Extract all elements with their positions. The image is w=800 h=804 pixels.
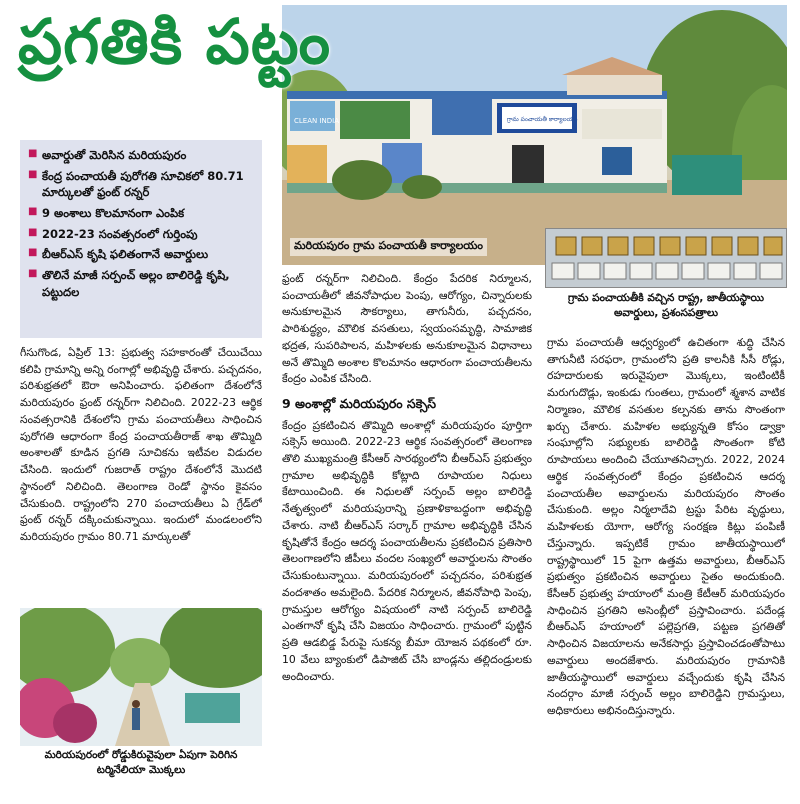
trees-illustration	[20, 608, 262, 746]
awards-photo	[545, 228, 787, 288]
awards-photo-caption: గ్రామ పంచాయతీకి వచ్చిన రాష్ట్ర, జాతీయస్థాయి అవార్డులు, ప్రశంసపత్రాలు	[568, 292, 764, 320]
article-paragraph: కేంద్రం ప్రకటించిన తొమ్మిది అంశాల్లో మరియపురం పూర్తిగా సక్సెస్ అయింది. 2022-23 ఆర్థిక సంవత్సరంలో తెలంగాణ తొలి ముఖ్యమంత్రి కేసీఆర్ సారథ్యంలోని బీఆర్ఎస్ ప్రభుత్వం గ్రామాల అభివృద్ధికి కోట్లాది రూపాయల నిధులు కేటాయించింది. ఈ నిధులతో సర్పంచ్ అల్లం బాలిరెడ్డి నేతృత్వంలో మరియపురాన్ని ప్రణాళికాబద్ధంగా అభివృద్ధి చేశారు. నాటి బీఆర్ఎస్ సర్కార్ గ్రామాల అభివృద్ధికి చేసిన కృషితోనే కేంద్రం ఆదర్శ పంచాయతీలను ప్రకటించిన ప్రతిసారి తెలంగాణలోని జీపీలు వందల సంఖ్యలో అవార్డులను సొంతం చేసుకుంటున్నాయి. మరియపురంలో పచ్చదనం, పరిశుభ్రత వందశాతం అమలైంది. పేదరిక నిర్మూలన, జీవనోపాధి పెంపు, గ్రామస్తుల ఆరోగ్యం విషయంలో నాటి సర్పంచ్ బాలిరెడ్డి ఎంతగానో కృషి చేసి విజయం సాధించారు. గ్రామంలో పుట్టిన ప్రతి ఆడబిడ్డ పేరుపై సుకన్య బీమా యోజన పథకంలో రూ. 10 వేలు బ్యాంకులో డిపాజిట్ చేసి బాండ్లను తల్లిదండ్రులకు అందించారు.	[282, 418, 532, 683]
svg-text:గ్రామ పంచాయతీ కార్యాలయం: గ్రామ పంచాయతీ కార్యాలయం	[507, 116, 578, 123]
office-photo-caption: మరియపురం గ్రామ పంచాయతీ కార్యాలయం	[290, 238, 487, 256]
article-paragraph: ఫ్రంట్ రన్నర్‌గా నిలిచింది. కేంద్రం పేదరిక నిర్మూలన, పంచాయతీలో జీవనోపాధుల పెంపు, ఆరోగ్యం, చిన్నారులకు అనుకూలమైన సౌకర్యాలు, తాగునీరు, పచ్చదనం, పారిశుద్ధ్యం, మౌలిక వసతులు, స్వయంసమృద్ధి, సామాజిక భద్రత, సుపరిపాలన, మహిళలకు అనుకూలమైన విధానాలు అనే తొమ్మిది అంశాల కొలమానం ఆధారంగా పంచాయతీలను కేంద్రం ఎంపిక చేసింది.	[282, 272, 532, 386]
article-paragraph: గీసుగొండ, ఏప్రిల్ 13: ప్రభుత్వ సహకారంతో చేయిచేయి కలిపి గ్రామాన్ని అన్ని రంగాల్లో అభివృద్ధి చేశారు. పచ్చదనం, పరిశుభ్రతలో ఔరా అనిపించారు. ఫలితంగా దేశంలోనే మరియపురం ఫ్రంట్ రన్నర్‌గా నిలిచింది. 2022-23 ఆర్థిక సంవత్సరానికి దేశంలోని గ్రామ పంచాయతీలు సాధించిన పురోగతి ఆధారంగా కేంద్ర పంచాయతీరాజ్ శాఖ తొమ్మిది అంశాలతో కూడిన ప్రగతి సూచికను ఇటీవల విడుదల చేసింది. ఇందులో గుజరాత్ రాష్ట్రం దేశంలోనే మొదటి స్థానంలో నిలిచింది. తెలంగాణ రెండో స్థానం కైవసం చేసుకుంది. రాష్ట్రంలోని 270 పంచాయతీలు ఏ గ్రేడ్‌లో ఫ్రంట్ రన్నర్ దక్కించుకున్నాయి. ఇందులో మండలంలోని మరియపురం గ్రామం 80.71 మార్కులతో	[20, 346, 262, 544]
highlight-item: ■ 9 అంశాలు కొలమానంగా ఎంపిక	[28, 205, 254, 222]
roadside-trees-photo	[20, 608, 262, 746]
article-paragraph: గ్రామ పంచాయతీ ఆధ్వర్యంలో ఉచితంగా శుద్ధి చేసిన తాగునీటి సరఫరా, గ్రామంలోని ప్రతి కాలనీకి సీసీ రోడ్లు, రహదారులకు ఇరువైపులా మొక్కలు, ఇంటింటికీ మరుగుదొడ్లు, ఇంకుడు గుంతలు, గ్రామంలో శ్మశాన వాటిక నిర్మాణం, మౌలిక వసతుల కల్పనకు తాను సొంతంగా ఖర్చు చేశారు. మహిళల అభ్యున్నతి కోసం డ్వాక్రా సంఘాల్లోని సభ్యులకు బాలిరెడ్డి సొంతంగా కోటి రూపాయలు అందించి చేయూతనిచ్చారు. 2022, 2024 ఆర్థిక సంవత్సరంలో కేంద్రం ప్రకటించిన ఆదర్శ పంచాయతీల అవార్డులను మరియపురం సొంతం చేసుకుంది. అల్లం నిర్మలాదేవి ట్రస్టు పేరిట వృద్ధులు, మహిళలకు యోగా, ఆరోగ్య సంరక్షణ కిట్లు పంపిణీ చేస్తున్నారు. ఇప్పటికే గ్రామం జాతీయస్థాయిలో రాష్ట్రస్థాయిలో 15 పైగా ఉత్తమ అవార్డులు, బీఆర్ఎస్ ప్రభుత్వం ప్రకటించిన అవార్డులు సైతం అందుకుంది. కేసీఆర్ ప్రభుత్వ హయాంలో మంత్రి కేటీఆర్ మరియపురం సాధించిన ప్రగతిని అసెంబ్లీలో ప్రస్తావించారు. పదేండ్ల బీఆర్ఎస్ హయాంలో పల్లెప్రగతి, పట్టణ ప్రగతితో సాధించిన విజయాలను అనేకసార్లు ప్రస్తావించడంతోపాటు అవార్డులు అందజేశారు. మరియపురం గ్రామానికి జాతీయస్థాయిలో అవార్డులు వచ్చేందుకు కృషి చేసిన నందర్గాం మాజీ సర్పంచ్ అల్లం బాలిరెడ్డిని గ్రామస్తులు, అధికారులు అభినందిస్తున్నారు.	[547, 336, 785, 718]
page-title: ప్రగతికి పట్టం	[18, 5, 332, 78]
highlight-item: ■ తొలినే మాజీ సర్పంచ్ అల్లం బాలిరెడ్డి కృషి, పట్టుదల	[28, 267, 254, 300]
section-subheading: 9 అంశాల్లో మరియపురం సక్సెస్	[282, 396, 437, 412]
panchayat-office-photo	[282, 5, 787, 265]
article-column-3	[547, 335, 785, 801]
trees-photo-caption: మరియపురంలో రోడ్డుకిరువైపులా ఏపుగా పెరిగిన టర్మినేలియా మొక్కలు	[44, 749, 238, 777]
highlights-box	[20, 140, 262, 338]
svg-text:CLEAN INDIA: CLEAN INDIA	[294, 117, 340, 125]
highlight-item: ■ బీఆర్ఎస్ కృషి ఫలితంగానే అవార్డులు	[28, 246, 254, 263]
article-column-1	[20, 345, 262, 598]
office-illustration	[282, 5, 787, 265]
awards-illustration	[546, 229, 786, 287]
highlight-item: ■ అవార్డుతో మెరిసిన మరియపురం	[28, 147, 254, 164]
article-column-2	[282, 271, 532, 801]
highlight-item: ■ కేంద్ర పంచాయతీ పురోగతి సూచికలో 80.71 మార్కులతో ఫ్రంట్ రన్నర్	[28, 168, 254, 201]
highlight-item: ■ 2022-23 సంవత్సరంలో గుర్తింపు	[28, 226, 254, 243]
